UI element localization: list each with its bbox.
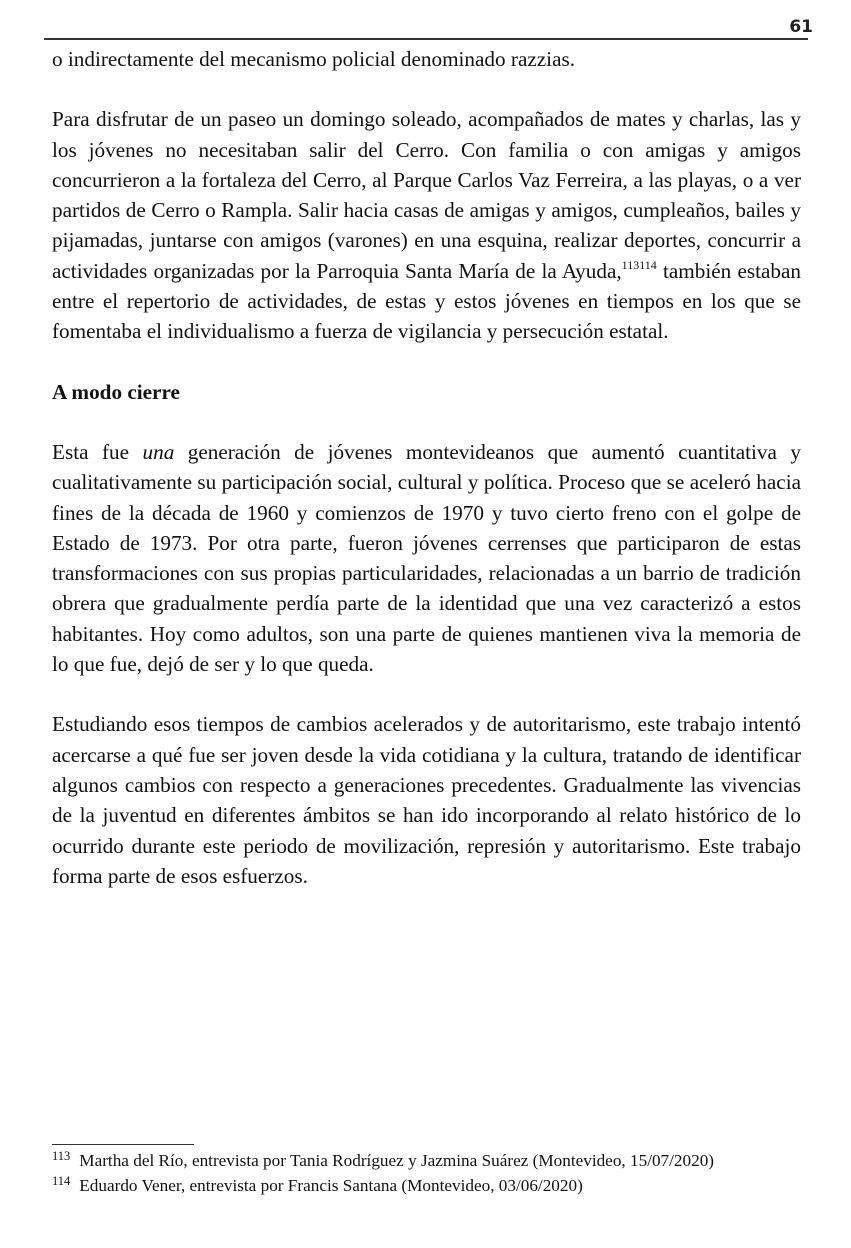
- paragraph-continuation: o indirectamente del mecanismo policial denominado razzias.: [52, 47, 576, 71]
- footnote-reference: 113114: [621, 257, 657, 272]
- paragraph-generation: [52, 437, 801, 679]
- footnote-number: 114: [52, 1173, 71, 1188]
- paragraph-leisure-text-1: Para disfrutar de un paseo un domingo soleado, acompañados de mates y charlas, las y los jóvenes no necesitaban salir del Cerro. Con familia o con amigas y amigos concurrieron a la fortaleza del Cerro, al Parque Carlos Vaz Ferreira, a las playas, o a ver partidos de Cerro o Rampla. Salir hacia casas de amigas y amigos, cumpleaños, bailes y pijamadas, juntarse con amigos (varones) en una esquina, realizar deportes, concurrir a actividades organizadas por la Parroquia Santa María de la Ayuda,: [52, 107, 801, 283]
- section-heading: A modo cierre: [52, 379, 180, 404]
- footnote-113: [52, 1148, 812, 1173]
- footnotes: [52, 1148, 812, 1198]
- footnote-text: Martha del Río, entrevista por Tania Rodríguez y Jazmina Suárez (Montevideo, 15/07/2020): [79, 1151, 715, 1170]
- footnote-separator: [52, 1144, 194, 1145]
- paragraph-leisure: [52, 104, 801, 346]
- paragraph-conclusion: Estudiando esos tiempos de cambios acelerados y de autoritarismo, este trabajo intentó acercarse a qué fue ser joven desde la vida cotidiana y la cultura, tratando de identificar algunos cambios con respecto a generaciones precedentes. Gradualmente las vivencias de la juventud en diferentes ámbitos se han ido incorporando al relato histórico de lo ocurrido durante este periodo de movilización, represión y autoritarismo. Este trabajo forma parte de esos esfuerzos.: [52, 712, 801, 888]
- page-number: 61: [789, 17, 813, 37]
- paragraph-generation-text-1: Esta fue: [52, 439, 143, 464]
- footnote-114: [52, 1173, 812, 1198]
- paragraph-leisure-text-2: también estaban entre el repertorio de actividades, de estas y estos jóvenes en tiempos en los que se fomentaba el individualismo a fuerza de vigilancia y persecución estatal.: [52, 258, 801, 344]
- footnote-number: 113: [52, 1148, 71, 1163]
- footnote-text: Eduardo Vener, entrevista por Francis Santana (Montevideo, 03/06/2020): [79, 1176, 583, 1195]
- italic-emphasis: una: [142, 439, 175, 464]
- header-rule: [44, 38, 808, 40]
- paragraph-generation-text-2: generación de jóvenes montevideanos que aumentó cuantitativa y cualitativamente su participación social, cultural y política. Proceso que se aceleró hacia fines de la década de 1960 y comienzos de 1970 y tuvo cierto freno con el golpe de Estado de 1973. Por otra parte, fueron jóvenes cerrenses que participaron de estas transformaciones con sus propias particularidades, relacionadas a un barrio de tradición obrera que gradualmente perdía parte de la identidad que una vez caracterizó a estos habitantes. Hoy como adultos, son una parte de quienes mantienen viva la memoria de lo que fue, dejó de ser y lo que queda.: [52, 439, 801, 677]
- body-text: [52, 44, 801, 921]
